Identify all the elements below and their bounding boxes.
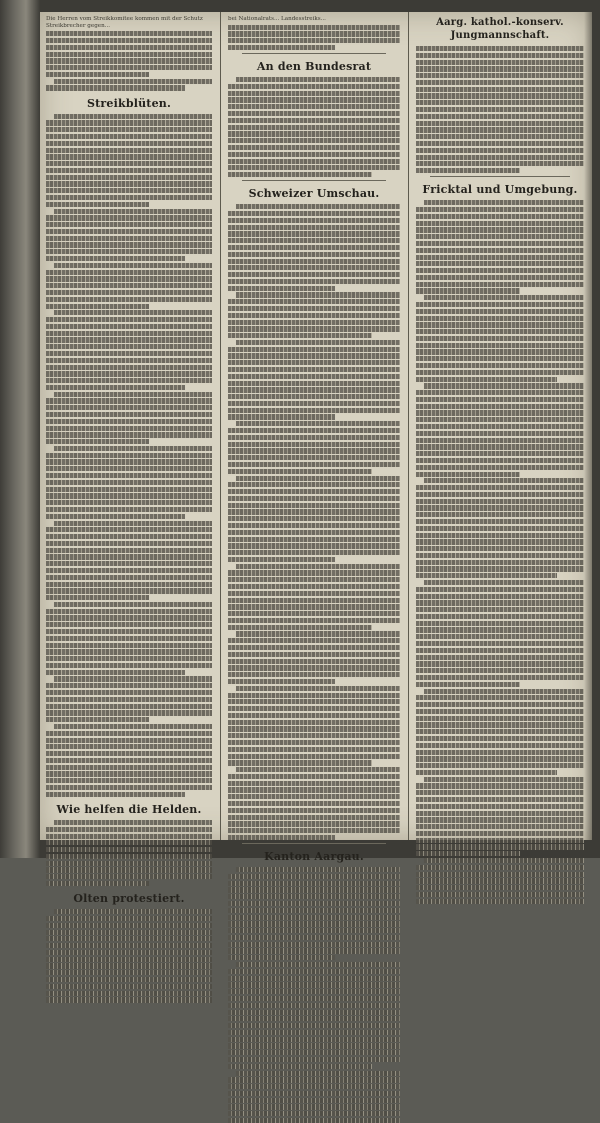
divider xyxy=(242,180,386,181)
divider xyxy=(430,176,570,177)
text-block xyxy=(46,820,212,886)
divider xyxy=(242,53,386,54)
column-3 xyxy=(416,12,584,840)
heading-wie-helfen: Wie helfen die Helden. xyxy=(56,802,202,816)
text-block xyxy=(416,200,584,904)
text-block xyxy=(416,46,584,173)
heading-an-den-bundesrat: An den Bundesrat xyxy=(256,60,372,74)
heading-jungmannschaft: Aarg. kathol.-konserv. Jungmannschaft. xyxy=(436,17,564,41)
heading-kanton-aargau: Kanton Aargau. xyxy=(264,850,364,864)
text-block xyxy=(228,204,400,840)
page-fold-shadow xyxy=(584,12,592,840)
heading-streikblueten: Streikblüten. xyxy=(87,96,171,110)
column-2-top-text: bei Nationalrats... Landesstreiks... xyxy=(228,16,326,22)
heading-fricktal: Fricktal und Umgebung. xyxy=(422,183,578,197)
column-2 xyxy=(228,12,400,864)
text-block xyxy=(228,867,400,1123)
text-block xyxy=(46,31,212,90)
newspaper-page xyxy=(40,12,592,906)
column-rule xyxy=(408,12,409,840)
text-block xyxy=(228,25,400,51)
heading-olten-protestiert: Olten protestiert. xyxy=(73,892,185,906)
column-1-top-text: Die Herren vom Streikkomitee kommen mit der Schutz Streikbrecher gegen... xyxy=(46,16,203,29)
text-block xyxy=(46,909,212,1002)
column-1 xyxy=(46,12,212,906)
text-block xyxy=(46,114,212,797)
text-block xyxy=(228,77,400,177)
divider xyxy=(242,843,386,844)
column-rule xyxy=(220,12,221,840)
heading-schweizer-umschau: Schweizer Umschau. xyxy=(248,187,380,201)
